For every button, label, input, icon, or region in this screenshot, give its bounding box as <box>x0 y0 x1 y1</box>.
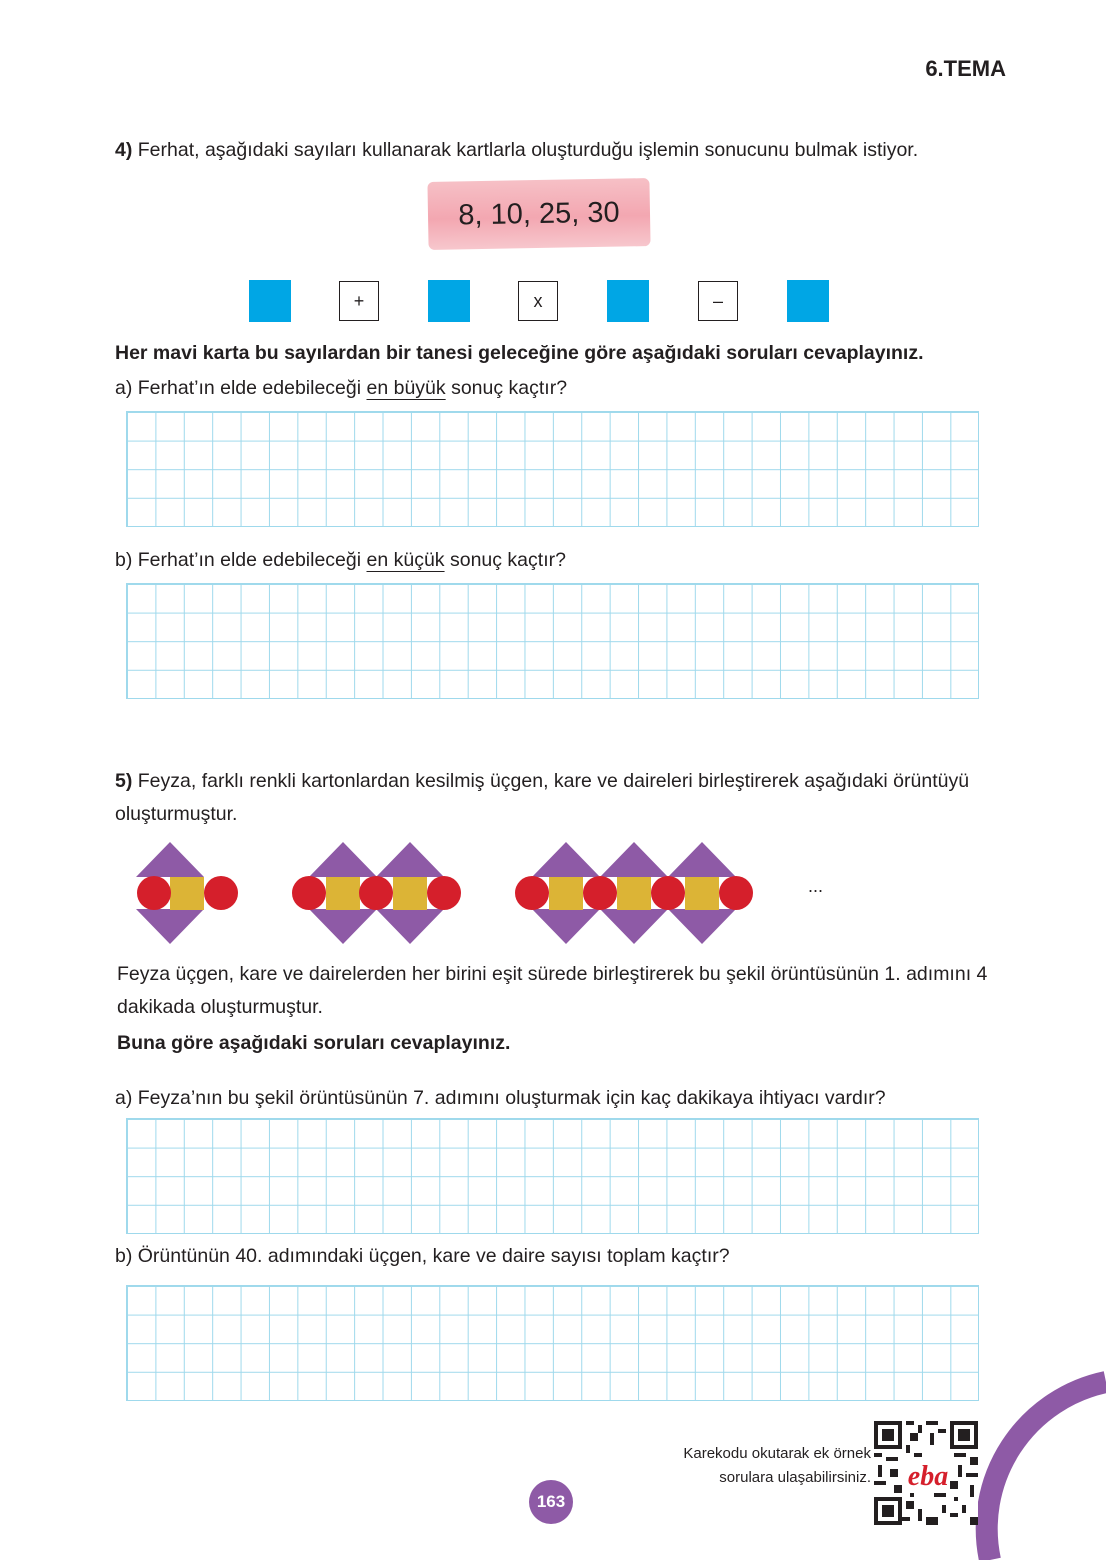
page-number-badge <box>529 1480 573 1524</box>
pattern-step-3 <box>515 842 753 944</box>
numbers-highlight <box>427 178 650 250</box>
square <box>170 877 204 910</box>
question-4b-prefix: b) Ferhat’ın elde edebileceği <box>115 549 367 571</box>
question-4a-suffix: sonuç kaçtır? <box>445 377 568 399</box>
circle <box>651 876 685 910</box>
operator-card-plus: + <box>339 281 379 321</box>
blue-card-2 <box>428 280 470 322</box>
operator-card-times: x <box>518 281 558 321</box>
eba-logo: eba <box>907 1461 949 1492</box>
square <box>393 877 427 910</box>
triangle-down <box>600 909 668 944</box>
circle <box>719 876 753 910</box>
triangle-up <box>309 842 377 877</box>
question-4a <box>115 372 567 405</box>
pattern-step-2 <box>292 842 461 944</box>
theme-title: 6.TEMA <box>925 56 1006 81</box>
square <box>617 877 651 910</box>
decorative-purple-arc <box>960 1370 1106 1560</box>
triangle-up <box>136 842 204 877</box>
circle <box>583 876 617 910</box>
qr-caption-line-1: Karekodu okutarak ek örnek <box>683 1445 871 1462</box>
triangle-down <box>532 909 600 944</box>
question-5-info: Feyza üçgen, kare ve dairelerden her birini eşit sürede birleştirerek bu şekil örüntüsünün 1. adımını 4 dakikada oluşturmuştur. <box>117 963 988 1018</box>
triangle-down <box>376 909 444 944</box>
square <box>685 877 719 910</box>
square <box>326 877 360 910</box>
answer-grid-5b[interactable] <box>126 1285 979 1401</box>
question-4-body: Ferhat, aşağıdaki sayıları kullanarak kartlarla oluşturduğu işlemin sonucunu bulmak istiyor. <box>137 139 919 161</box>
question-4-text <box>115 134 918 167</box>
question-5a: a) Feyza’nın bu şekil örüntüsünün 7. adımını oluşturmak için kaç dakikaya ihtiyacı vardır? <box>115 1087 886 1109</box>
question-4a-prefix: a) Ferhat’ın elde edebileceği <box>115 377 367 399</box>
triangle-up <box>668 842 736 877</box>
question-4b-emphasis: en küçük <box>366 549 445 571</box>
blue-card-3 <box>607 280 649 322</box>
qr-caption-line-2: sorulara ulaşabilirsiniz. <box>719 1469 871 1486</box>
question-4b <box>115 544 566 577</box>
question-5-body: Feyza, farklı renkli kartonlardan kesilmiş üçgen, kare ve daireleri birleştirerek aşağıdaki örüntüyü oluşturmuştur. <box>115 770 970 825</box>
pattern-ellipsis: ... <box>808 876 824 896</box>
numbers-list: 8, 10, 25, 30 <box>458 196 620 231</box>
circle <box>515 876 549 910</box>
pattern-step-1 <box>136 842 238 944</box>
question-5-instruction: Buna göre aşağıdaki soruları cevaplayınız. <box>117 1032 511 1054</box>
triangle-up <box>600 842 668 877</box>
circle <box>204 876 238 910</box>
blue-card-1 <box>249 280 291 322</box>
question-4b-suffix: sonuç kaçtır? <box>444 549 566 571</box>
square <box>549 877 583 910</box>
blue-card-4 <box>787 280 829 322</box>
page-number: 163 <box>536 1492 566 1511</box>
answer-grid-4b[interactable] <box>126 583 979 699</box>
question-5b: b) Örüntünün 40. adımındaki üçgen, kare ve daire sayısı toplam kaçtır? <box>115 1245 730 1267</box>
triangle-up <box>532 842 600 877</box>
question-5-text <box>115 765 995 831</box>
circle <box>359 876 393 910</box>
circle <box>427 876 461 910</box>
answer-grid-5a[interactable] <box>126 1118 979 1234</box>
question-5-number: 5) <box>115 770 133 792</box>
triangle-down <box>309 909 377 944</box>
question-4-number: 4) <box>115 139 133 161</box>
question-4a-emphasis: en büyük <box>366 377 446 399</box>
answer-grid-4a[interactable] <box>126 411 979 527</box>
circle <box>137 876 171 910</box>
qr-code[interactable] <box>874 1421 978 1525</box>
operator-card-minus: – <box>698 281 738 321</box>
triangle-down <box>668 909 736 944</box>
circle <box>292 876 326 910</box>
shape-pattern <box>120 838 840 948</box>
question-4-instruction: Her mavi karta bu sayılardan bir tanesi geleceğine göre aşağıdaki soruları cevaplayınız. <box>115 342 924 364</box>
triangle-up <box>376 842 444 877</box>
qr-caption <box>683 1442 871 1490</box>
triangle-down <box>136 909 204 944</box>
